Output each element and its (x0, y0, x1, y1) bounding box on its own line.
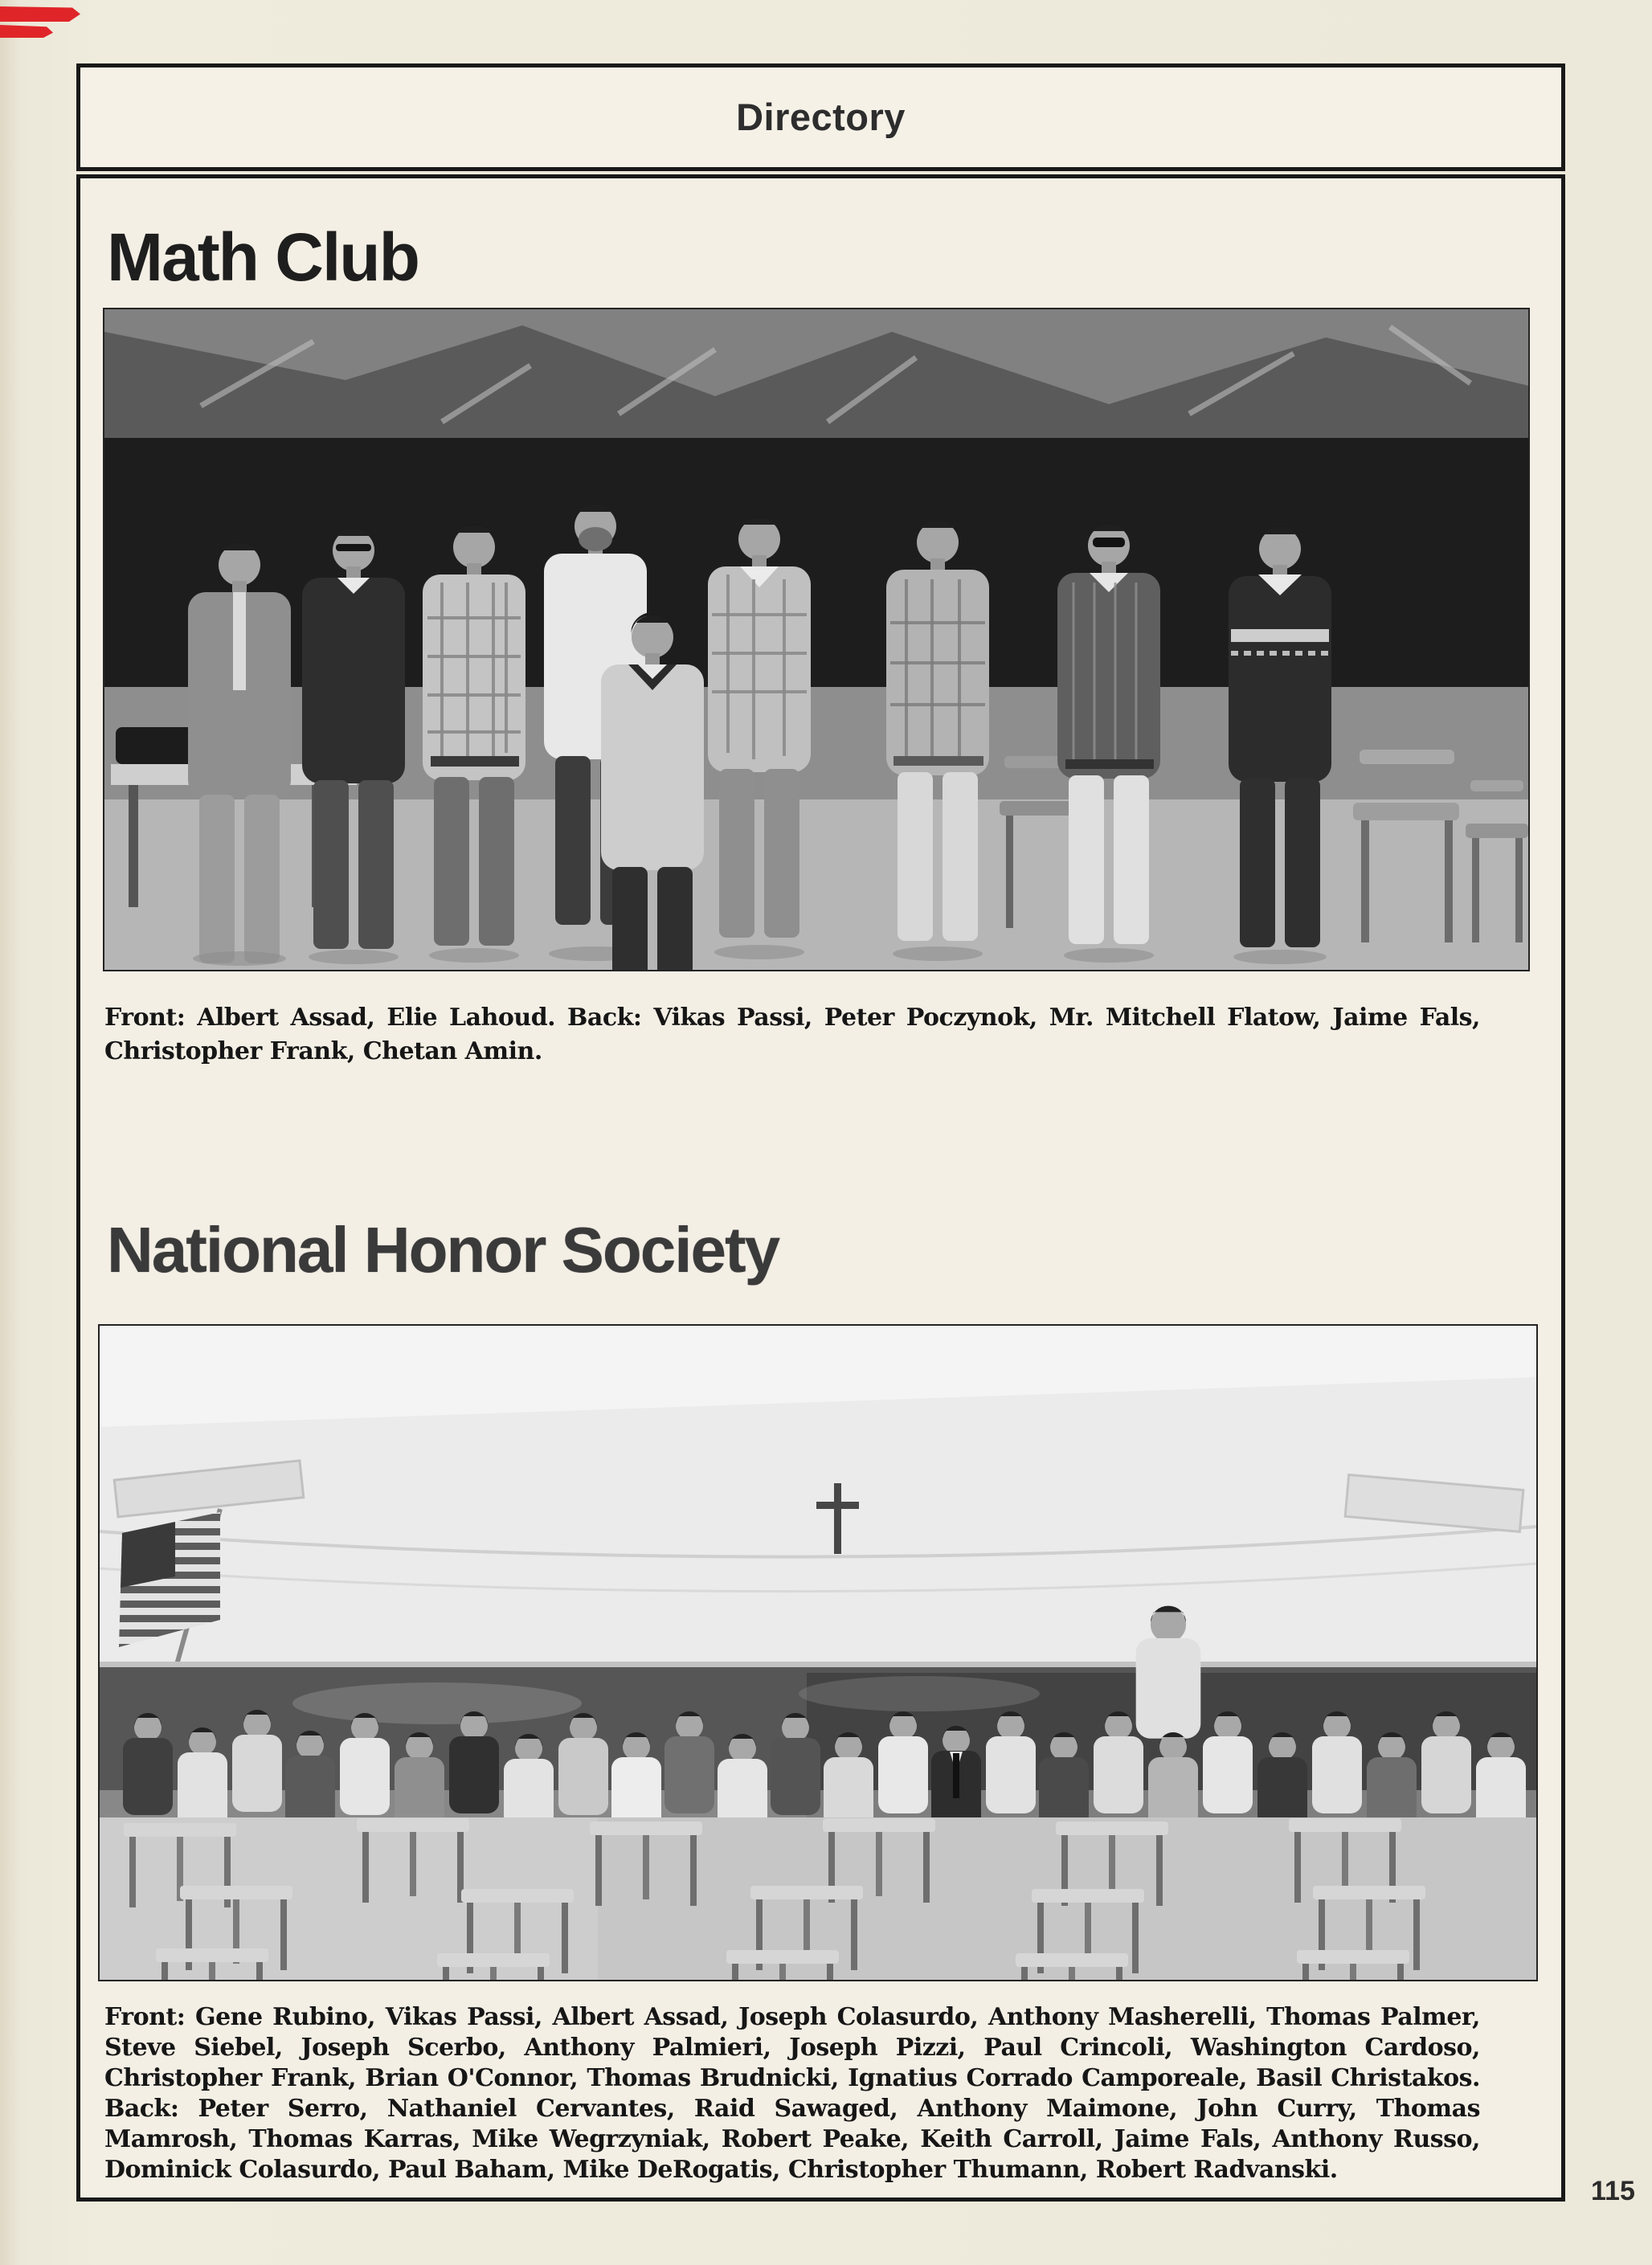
directory-header-box (76, 63, 1565, 171)
math-club-caption: Front: Albert Assad, Elie Lahoud. Back: Vikas Passi, Peter Poczynok, Mr. Mitchell Flatow, Jaime Fals, Christopher Frank, Chetan Amin. (104, 1004, 1480, 1065)
red-pen-mark (0, 25, 53, 38)
nhs-heading: National Honor Society (107, 1214, 779, 1286)
math-club-photo (103, 308, 1530, 971)
nhs-photo-illustration (100, 1326, 1536, 1980)
nhs-caption: Front: Gene Rubino, Vikas Passi, Albert Assad, Joseph Colasurdo, Anthony Masherelli, Thomas Palmer, Steve Siebel, Joseph Scerbo, Anthony Palmieri, Joseph Pizzi, Paul Crincoli, Washington Cardoso, Christopher Frank, Brian O'Connor, Thomas Brudnicki, Ignatius Corrado Camporeale, Basil Christakos. Back: Peter Serro, Nathaniel Cervantes, Raid Sawaged, Anthony Maimone, John Curry, Thomas Mamrosh, Thomas Karras, Mike Wegrzyniak, Robert Peake, Keith Carroll, Jaime Fals, Anthony Russo, Dominick Colasurdo, Paul Baham, Mike DeRogatis, Christopher Thumann, Robert Radvanski. (104, 2003, 1480, 2184)
math-club-photo-illustration (104, 309, 1528, 970)
math-club-heading: Math Club (107, 219, 419, 295)
page-title: Directory (736, 96, 906, 138)
nhs-photo (98, 1324, 1538, 1981)
red-pen-mark (0, 6, 80, 22)
page-number: 115 (1591, 2176, 1635, 2206)
